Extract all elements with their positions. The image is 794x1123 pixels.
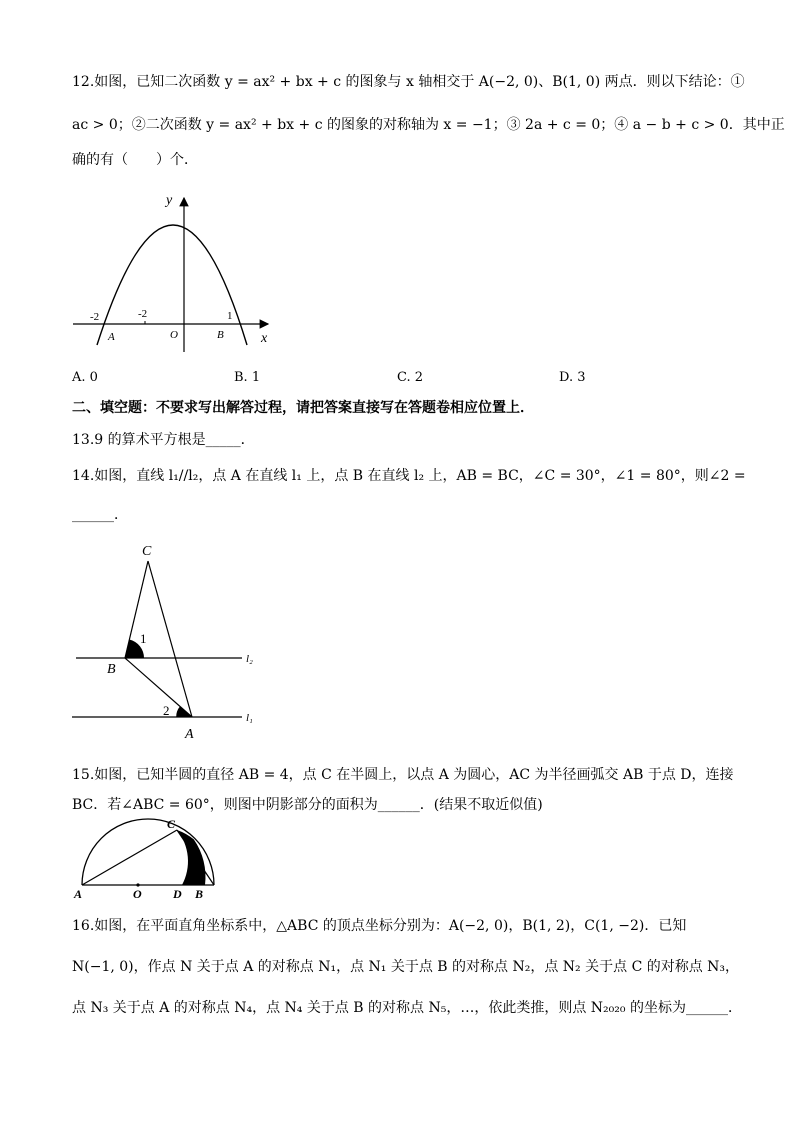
point-a-label: A: [108, 331, 115, 343]
segment-ca: [148, 561, 192, 717]
q15-semicircle-figure: [72, 817, 217, 902]
parabola-curve: [97, 225, 247, 345]
point-o-label: O: [133, 887, 142, 901]
angle-1-label: 1: [140, 631, 147, 646]
point-a-label: A: [74, 887, 83, 901]
q16-line-3: 点 N₃ 关于点 A 的对称点 N₄，点 N₄ 关于点 B 的对称点 N₅，…，依此类推，则点 N₂₀₂₀ 的坐标为______．: [72, 1000, 742, 1016]
q13-text: 13.9 的算术平方根是_____．: [72, 432, 255, 448]
q14-figure: [70, 540, 270, 745]
tick-label-neg2: -2: [90, 311, 100, 323]
tick-label-neg2-mid: -2: [138, 308, 148, 320]
option-b: B. 1: [234, 370, 261, 385]
option-d: D. 3: [559, 370, 586, 385]
point-c-label: C: [142, 544, 152, 559]
q14-line-1: 14.如图，直线 l₁//l₂，点 A 在直线 l₁ 上，点 B 在直线 l₂ 上，AB = BC，∠C = 30°，∠1 = 80°，则∠2 =: [72, 468, 746, 484]
q12-line-3: 确的有（ ）个．: [72, 152, 198, 168]
angle-2-label: 2: [163, 703, 170, 718]
point-c-label: C: [167, 817, 176, 831]
shaded-region: [177, 830, 205, 885]
origin-label: O: [170, 329, 178, 341]
line-l2-label: l₂: [246, 653, 253, 665]
line-l1-label: l₁: [246, 712, 253, 724]
q12-line-2: ac > 0；②二次函数 y = ax² + bx + c 的图象的对称轴为 x = −1；③ 2a + c = 0；④ a − b + c > 0．其中正: [72, 117, 785, 133]
option-c: C. 2: [397, 370, 424, 385]
q15-line-1: 15.如图，已知半圆的直径 AB = 4，点 C 在半圆上，以点 A 为圆心，AC 为半径画弧交 AB 于点 D，连接: [72, 767, 734, 783]
y-axis-label: y: [166, 193, 173, 208]
section-heading: 二、填空题：不要求写出解答过程，请把答案直接写在答题卷相应位置上．: [72, 400, 534, 416]
option-a: A. 0: [72, 370, 98, 385]
point-d-label: D: [173, 887, 182, 901]
segment-ac: [82, 830, 177, 885]
x-axis-label: x: [261, 331, 268, 346]
tick-label-1: 1: [227, 310, 233, 322]
q15-line-2: BC．若∠ABC = 60°，则图中阴影部分的面积为______．(结果不取近似值): [72, 797, 543, 813]
q12-parabola-graph: [70, 190, 280, 360]
q16-line-1: 16.如图，在平面直角坐标系中，△ABC 的顶点坐标分别为：A(−2, 0)，B(1, 2)，C(1, −2)．已知: [72, 918, 687, 934]
point-b-label: B: [217, 329, 224, 341]
q14-line-2: ______．: [72, 507, 128, 523]
point-a-label: A: [185, 727, 194, 742]
point-b-label: B: [195, 887, 204, 901]
q16-line-2: N(−1, 0)，作点 N 关于点 A 的对称点 N₁，点 N₁ 关于点 B 的对称点 N₂，点 N₂ 关于点 C 的对称点 N₃，: [72, 959, 740, 975]
q12-line-1: 12.如图，已知二次函数 y = ax² + bx + c 的图象与 x 轴相交于 A(−2, 0)、B(1, 0) 两点．则以下结论：①: [72, 74, 745, 90]
point-b-label: B: [107, 662, 116, 677]
